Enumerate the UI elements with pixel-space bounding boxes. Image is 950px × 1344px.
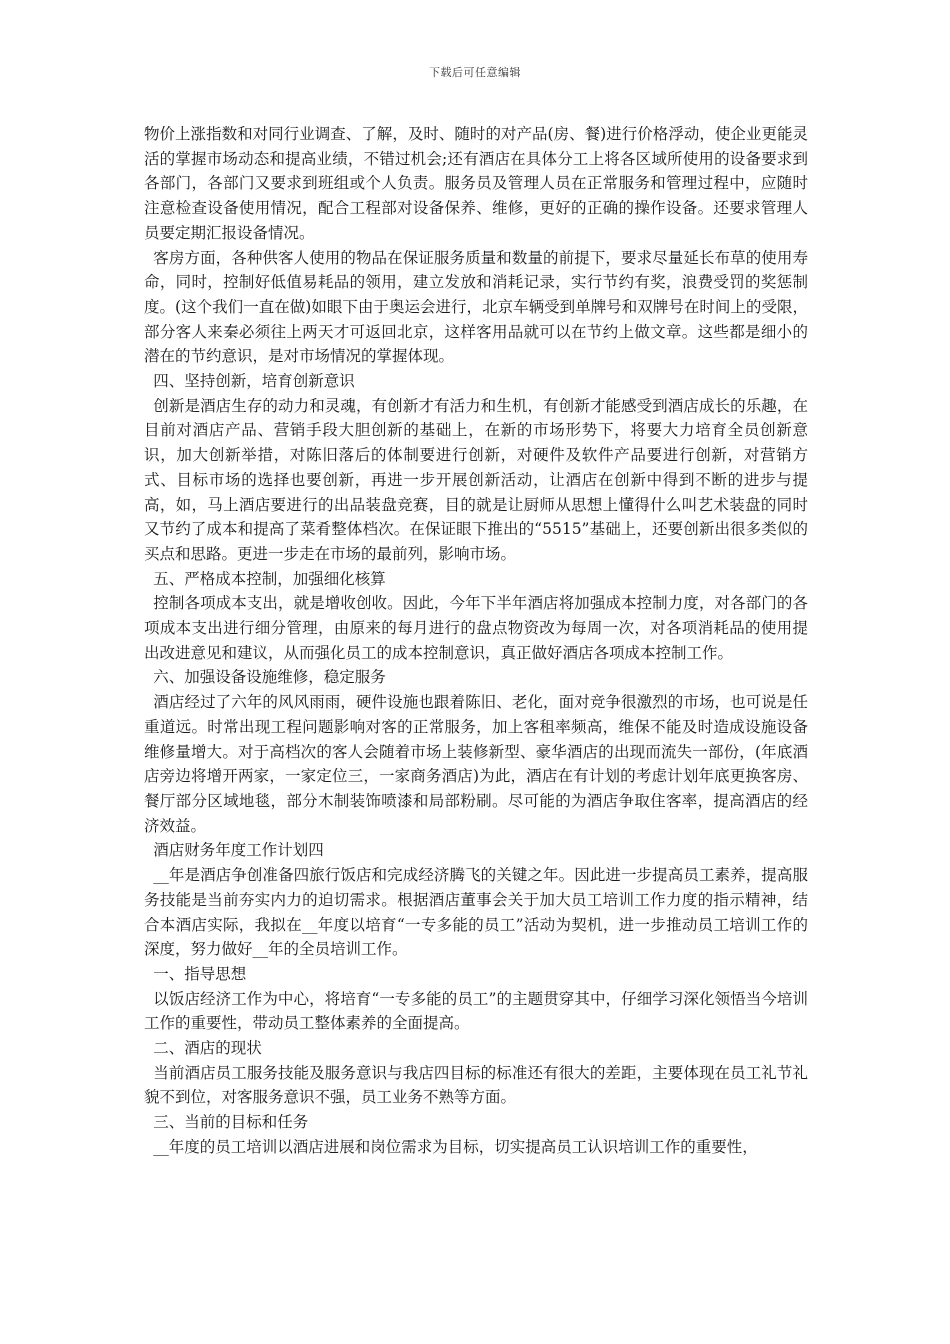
paragraph-guest-rooms: 客房方面，各种供客人使用的物品在保证服务质量和数量的前提下，要求尽量延长布草的使用寿命，同时，控制好低值易耗品的领用，建立发放和消耗记录，实行节约有奖，浪费受罚的奖惩制度。(这个我们一直在做)如眼下由于奥运会进行，北京车辆受到单牌号和双牌号在时间上的受限，部分客人来秦必须往上两天才可返回北京，这样客用品就可以在节约上做文章。这些都是细小的潜在的节约意识，是对市场情况的掌握体现。 xyxy=(144,248,808,366)
paragraph-innovation: 创新是酒店生存的动力和灵魂，有创新才有活力和生机，有创新才能感受到酒店成长的乐趣，在目前对酒店产品、营销手段大胆创新的基础上，在新的市场形势下，将要大力培育全员创新意识，加大创新举措，对陈旧落后的体制要进行创新，对硬件及软件产品要进行创新，对营销方式、目标市场的选择也要创新，再进一步开展创新活动，让酒店在创新中得到不断的进步与提高，如，马上酒店要进行的出品装盘竞赛，目的就是让厨师从思想上懂得什么叫艺术装盘的同时又节约了成本和提高了菜肴整体档次。在保证眼下推出的“5515”基础上，还要创新出很多类似的买点和思路。更进一步走在市场的最前列，影响市场。 xyxy=(144,396,808,563)
section-heading-innovation: 四、坚持创新，培育创新意识 xyxy=(153,372,355,391)
document-body xyxy=(144,122,808,1160)
paragraph-price-equipment: 物价上涨指数和对同行业调查、了解，及时、随时的对产品(房、餐)进行价格浮动，使企业更能灵活的掌握市场动态和提高业绩，不错过机会;还有酒店在具体分工上将各区域所使用的设备要求到各部门，各部门又要求到班组或个人负责。服务员及管理人员在正常服务和管理过程中，应随时注意检查设备使用情况，配合工程部对设备保养、维修，更好的正确的操作设备。还要求管理人员要定期汇报设备情况。 xyxy=(144,125,808,242)
section-heading-current-status: 二、酒店的现状 xyxy=(153,1039,262,1058)
section-heading-plan-four: 酒店财务年度工作计划四 xyxy=(153,841,324,860)
section-heading-maintenance: 六、加强设备设施维修，稳定服务 xyxy=(153,668,386,687)
paragraph-guiding-idea: 以饭店经济工作为中心，将培育“一专多能的员工”的主题贯穿其中，仔细学习深化领悟当今培训工作的重要性，带动员工整体素养的全面提高。 xyxy=(144,989,808,1033)
page-header: 下载后可任意编辑 xyxy=(429,66,521,79)
paragraph-goals-tasks: __年度的员工培训以酒店进展和岗位需求为目标，切实提高员工认识培训工作的重要性， xyxy=(153,1137,758,1156)
section-heading-goals-tasks: 三、当前的目标和任务 xyxy=(153,1113,309,1132)
paragraph-maintenance: 酒店经过了六年的风风雨雨，硬件设施也跟着陈旧、老化，面对竞争很激烈的市场，也可说是任重道远。时常出现工程问题影响对客的正常服务，加上客租率频高，维保不能及时造成设施设备维修量增大。对于高档次的客人会随着市场上装修新型、豪华酒店的出现而流失一部份，(年底酒店旁边将增开两家，一家定位三，一家商务酒店)为此，酒店在有计划的考虑计划年底更换客房、餐厅部分区域地毯，部分木制装饰喷漆和局部粉刷。尽可能的为酒店争取住客率，提高酒店的经济效益。 xyxy=(144,693,808,835)
paragraph-current-status: 当前酒店员工服务技能及服务意识与我店四目标的标准还有很大的差距，主要体现在员工礼节礼貌不到位，对客服务意识不强，员工业务不熟等方面。 xyxy=(144,1063,808,1107)
section-heading-guiding-idea: 一、指导思想 xyxy=(153,964,247,983)
paragraph-cost-control: 控制各项成本支出，就是增收创收。因此，今年下半年酒店将加强成本控制力度，对各部门的各项成本支出进行细分管理，由原来的每月进行的盘点物资改为每周一次，对各项消耗品的使用提出改进意见和建议，从而强化员工的成本控制意识，真正做好酒店各项成本控制工作。 xyxy=(144,594,808,662)
paragraph-plan-intro: __年是酒店争创准备四旅行饭店和完成经济腾飞的关键之年。因此进一步提高员工素养，提高服务技能是当前夯实内力的迫切需求。根据酒店董事会关于加大员工培训工作力度的指示精神，结合本酒店实际，我拟在__年度以培育“一专多能的员工”活动为契机，进一步推动员工培训工作的深度，努力做好__年的全员培训工作。 xyxy=(144,866,808,959)
section-heading-cost-control: 五、严格成本控制，加强细化核算 xyxy=(153,569,386,588)
